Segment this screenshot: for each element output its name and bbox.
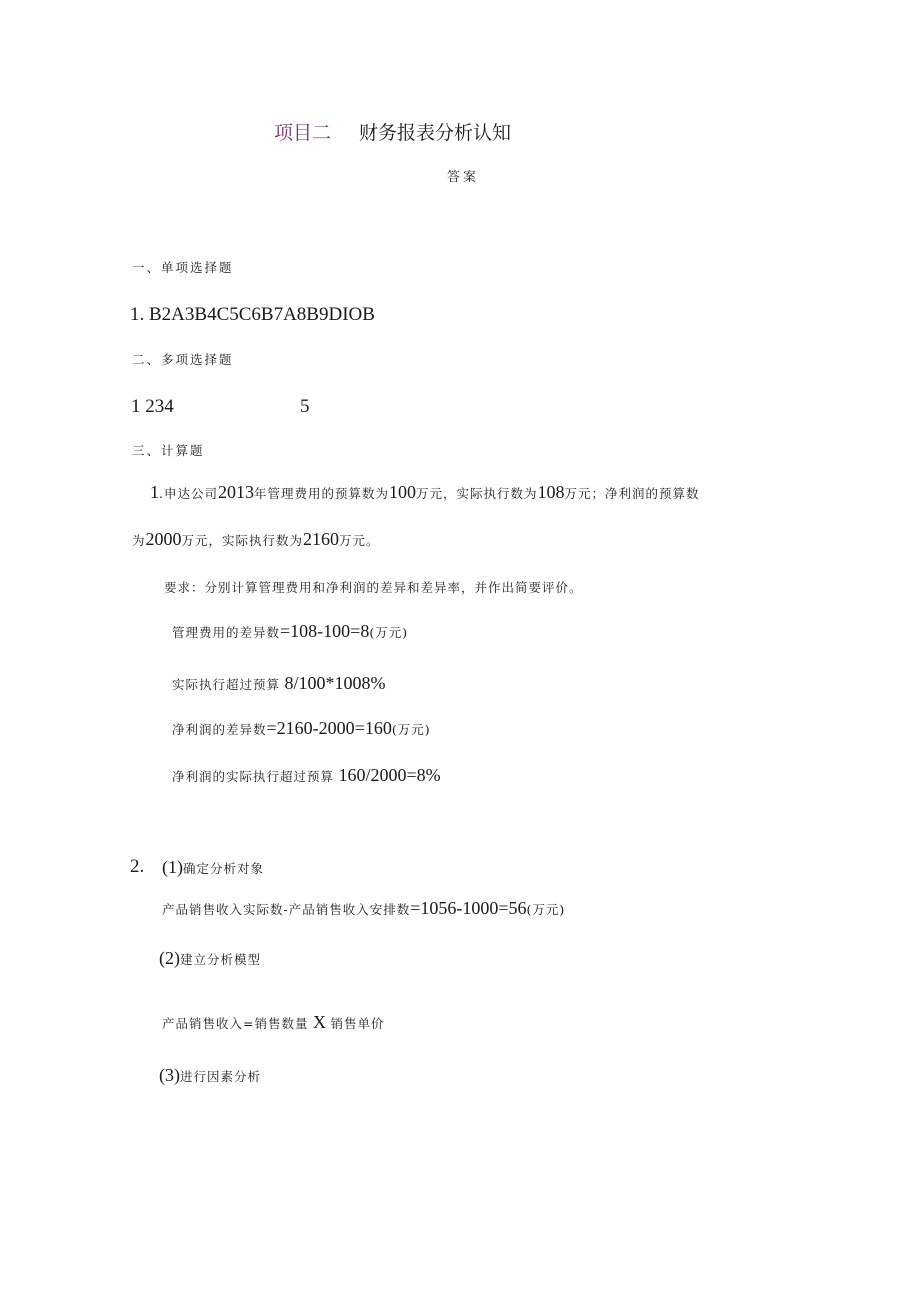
q1-requirement: 要求：分别计算管理费用和净利润的差异和差异率，并作出简要评价。 <box>164 580 583 595</box>
q1-calc3: 净利润的差异数=2160-2000=160(万元) <box>172 718 431 738</box>
section2-answers-b: 5 <box>300 396 310 417</box>
q2-step2: (2)建立分析模型 <box>159 948 262 968</box>
page-title <box>274 118 511 145</box>
q2-step2-detail: 产品销售收入=销售数量 X 销售单价 <box>162 1012 385 1032</box>
q2-number: 2. <box>130 856 145 877</box>
page-subtitle: 答案 <box>447 170 480 185</box>
q1-line2: 为2000万元，实际执行数为2160万元。 <box>132 529 380 549</box>
q2-step1-detail: 产品销售收入实际数-产品销售收入安排数=1056-1000=56(万元) <box>162 898 566 918</box>
title-project: 项目二 <box>274 122 332 144</box>
q1-calc1: 管理费用的差异数=108-100=8(万元) <box>172 621 409 641</box>
title-text: 财务报表分析认知 <box>359 122 512 144</box>
section1-heading: 一、单项选择题 <box>132 260 234 275</box>
q1-calc2: 实际执行超过预算 8/100*1008% <box>172 673 386 693</box>
section2-heading: 二、多项选择题 <box>132 352 234 367</box>
q2-step3: (3)进行因素分析 <box>159 1065 262 1085</box>
q1-line1: 1.申达公司2013年管理费用的预算数为100万元，实际执行数为108万元；净利润的预算数 <box>150 482 700 502</box>
section3-heading: 三、计算题 <box>132 443 205 458</box>
q2-step1: (1)确定分析对象 <box>162 857 265 877</box>
section1-answers: 1. B2A3B4C5C6B7A8B9DIOB <box>130 304 375 325</box>
q1-calc4: 净利润的实际执行超过预算 160/2000=8% <box>172 765 441 785</box>
section2-answers-a: 1 234 <box>131 396 174 417</box>
